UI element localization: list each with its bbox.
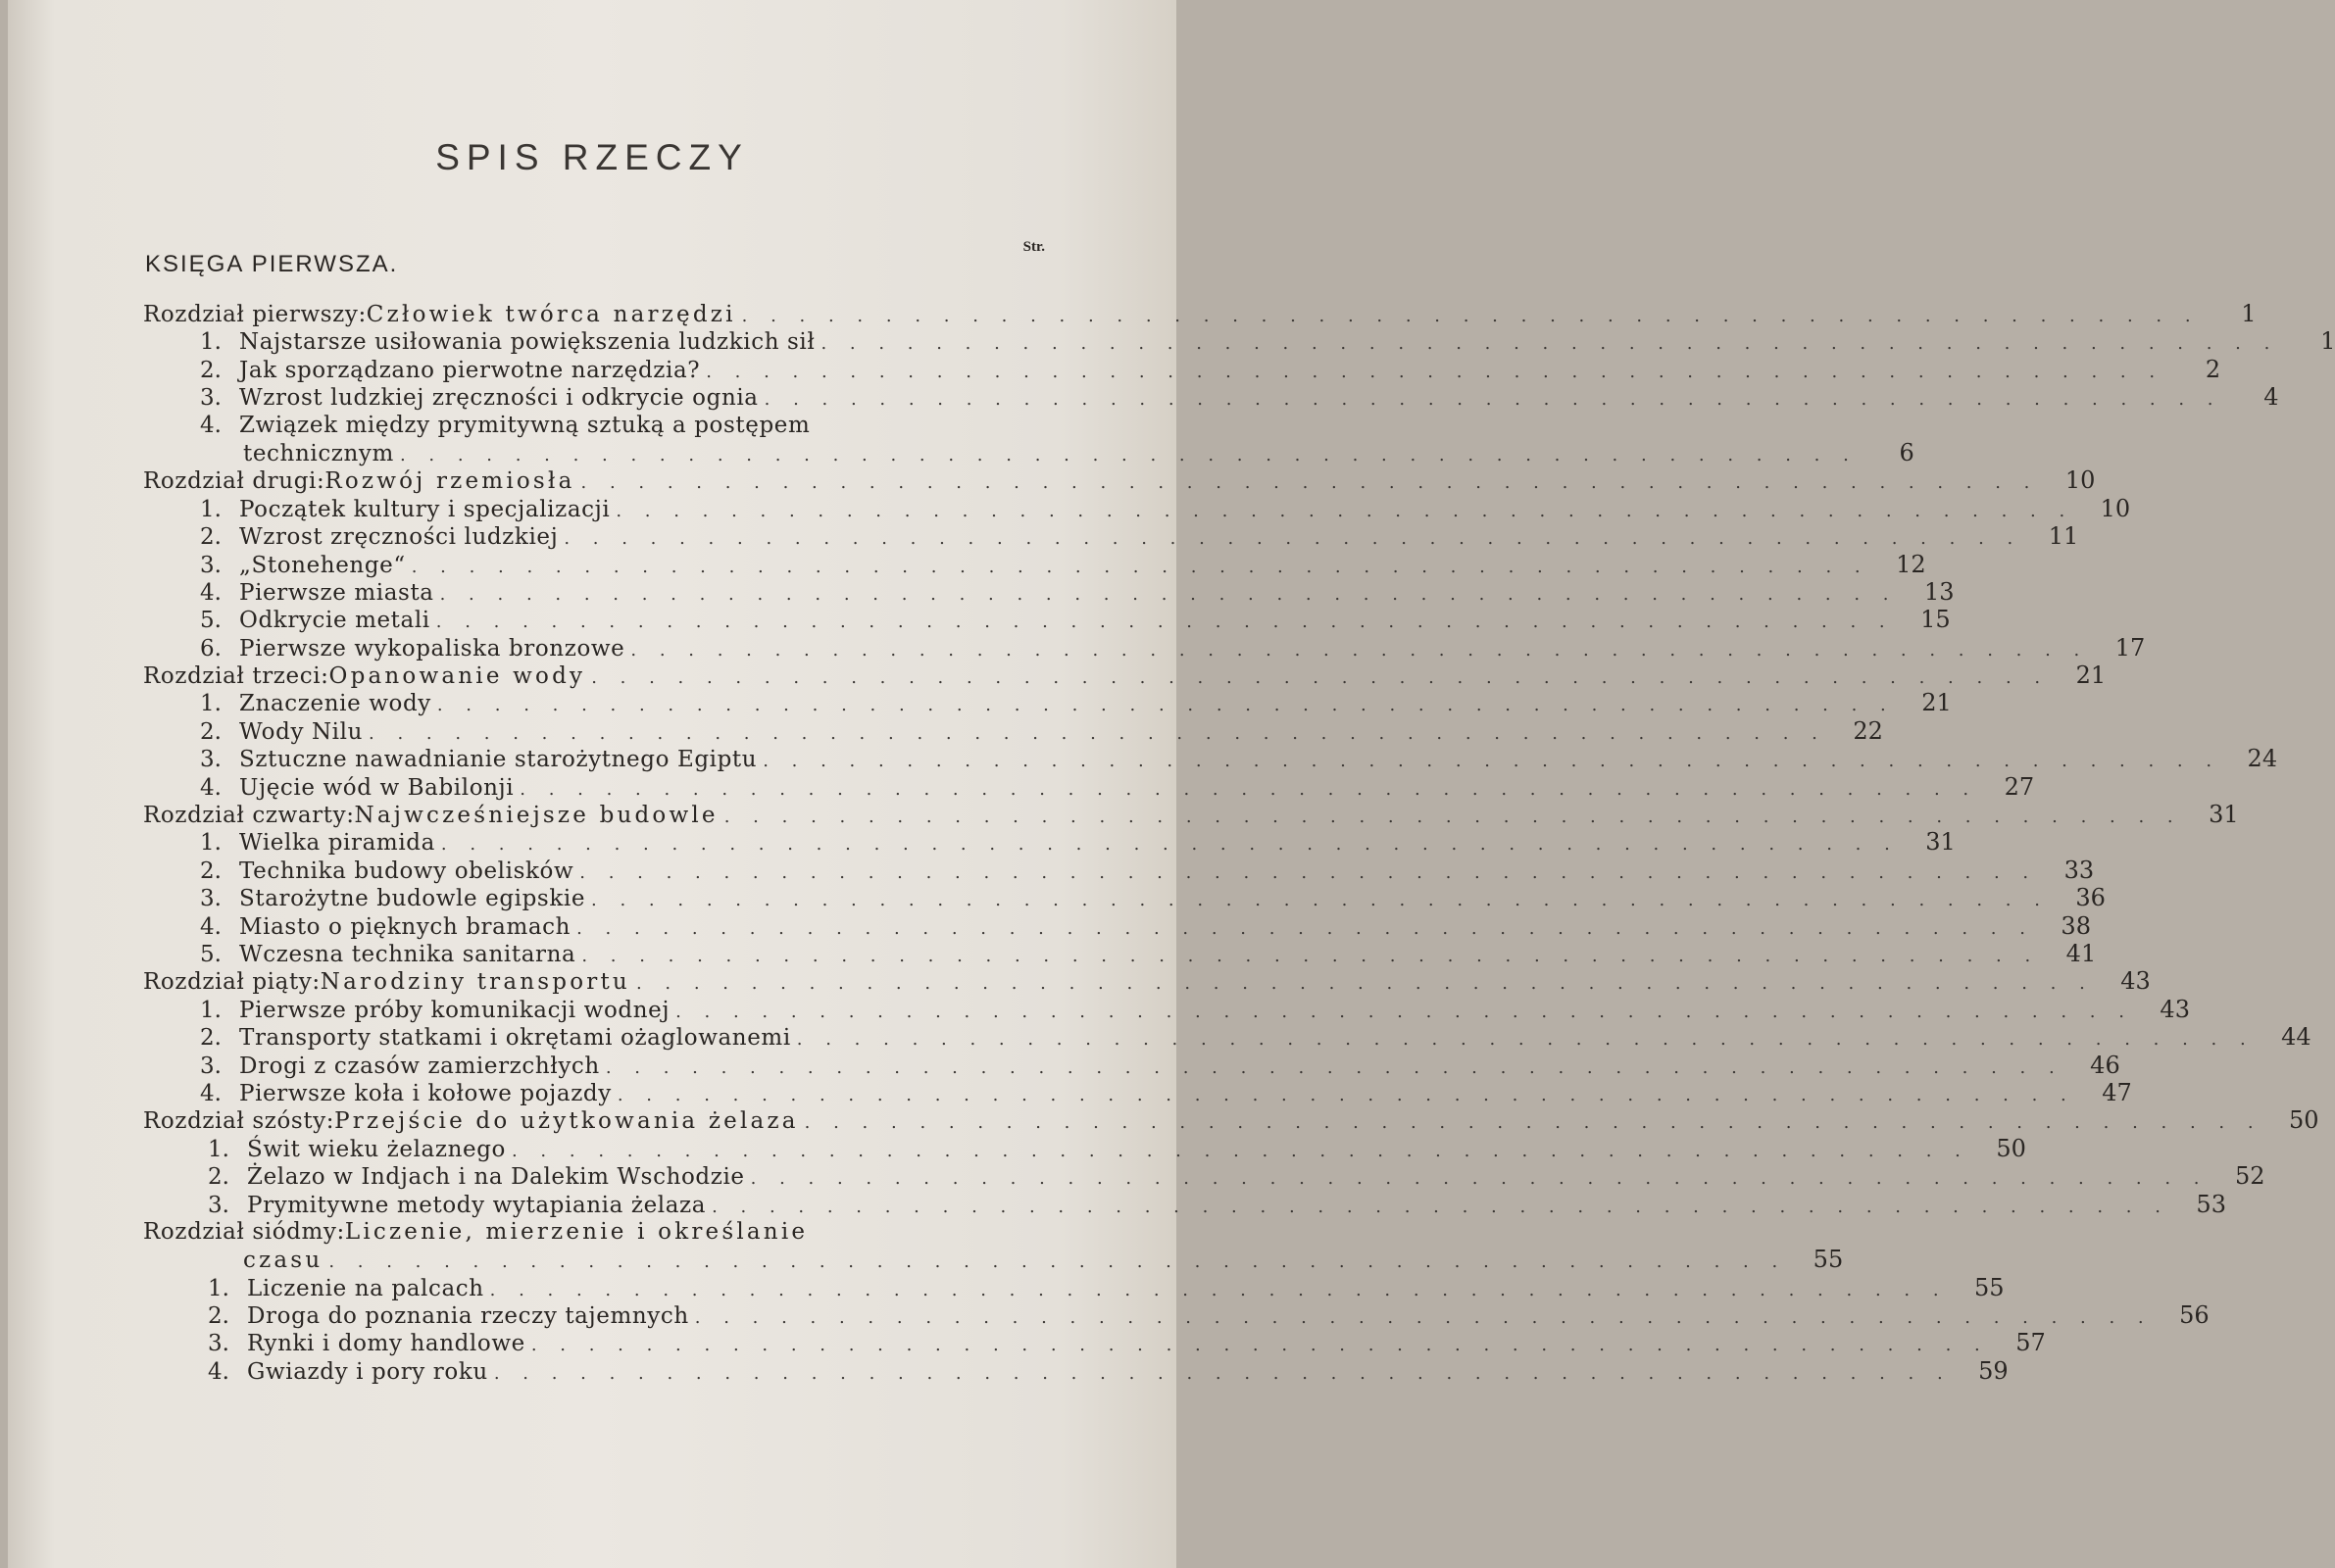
page-number: 36 xyxy=(2075,884,2106,912)
dot-leader: . . . . . . . . . . . . . . . . . . . . . . . . . . . . . . . . . . . . . . . . . . . . . . . . . . . xyxy=(576,917,2034,939)
entry-number: 1. xyxy=(208,1275,229,1301)
page-number: 43 xyxy=(2120,967,2151,996)
entry-number: 4. xyxy=(200,913,222,940)
page-number: 17 xyxy=(2114,633,2146,662)
book-page xyxy=(8,0,2335,1568)
chapter-row xyxy=(143,801,2239,829)
entry-title: Ujęcie wód w Babilonji xyxy=(239,774,515,801)
toc-entry xyxy=(143,412,1059,439)
dot-leader: . . . . . . . . . . . . . . . . . . . . . . . . . . . . . . . . . . . . . . . . . . . . . . . . . . . xyxy=(489,1279,1948,1300)
entry-number: 2. xyxy=(200,1025,222,1052)
entry-number: 5. xyxy=(200,941,222,967)
toc-entry xyxy=(143,884,2106,912)
entry-title: Początek kultury i specjalizacji xyxy=(239,496,611,522)
entry-number: 2. xyxy=(200,858,222,884)
dot-leader: . . . . . . . . . . . . . . . . . . . . . . . . . . . . . . . . . . . . . . . . . . . . . . . . . . . xyxy=(723,807,2182,828)
toc-entry xyxy=(143,828,1956,857)
entry-number: 1. xyxy=(200,691,222,717)
page-number: 53 xyxy=(2196,1190,2226,1218)
entry-number: 2. xyxy=(200,357,222,383)
dot-leader: . . . . . . . . . . . . . . . . . . . . . . . . . . . . . . . . . . . . . . . . . . . . . . . . . . . xyxy=(605,1056,2063,1078)
chapter-prefix: Rozdział trzeci: xyxy=(143,663,329,690)
entry-number: 1. xyxy=(200,830,222,857)
page-number: 31 xyxy=(1925,828,1956,857)
page-number: 27 xyxy=(2004,772,2035,801)
entry-title-continued: technicznym xyxy=(243,440,394,466)
dot-leader: . . . . . . . . . . . . . . . . . . . . . . . . . . . . . . . . . . . . . . . . . . . . . . . . . . . xyxy=(741,306,2200,326)
page-number: 21 xyxy=(2075,662,2107,690)
dot-leader: . . . . . . . . . . . . . . . . . . . . . . . . . . . . . . . . . . . . . . . . . . . . . . . . . . . xyxy=(530,1335,1989,1356)
chapter-row xyxy=(143,1106,2319,1135)
entry-title: Technika budowy obelisków xyxy=(239,858,574,884)
page-number: 10 xyxy=(2100,494,2131,522)
page-number: 11 xyxy=(2048,522,2079,551)
toc-entry xyxy=(143,689,1952,717)
entry-title: Transporty statkami i okrętami ożaglowanemi xyxy=(239,1025,791,1052)
entry-number: 4. xyxy=(200,1080,222,1106)
page-number: 10 xyxy=(2064,466,2096,495)
dot-leader: . . . . . . . . . . . . . . . . . . . . . . . . . . . . . . . . . . . . . . . . . . . . . . . . . . . xyxy=(439,583,1898,605)
dot-leader: . . . . . . . . . . . . . . . . . . . . . . . . . . . . . . . . . . . . . . . . . . . . . . . . . . . xyxy=(591,667,2050,689)
page-number: 43 xyxy=(2160,995,2190,1023)
toc-entry xyxy=(143,550,1926,578)
dot-leader: . . . . . . . . . . . . . . . . . . . . . . . . . . . . . . . . . . . . . . . . . . . . . . . . . . . xyxy=(436,695,1895,716)
entry-title: Odkrycie metali xyxy=(239,608,430,634)
page-number: 50 xyxy=(1996,1134,2026,1162)
page-number: 41 xyxy=(2065,939,2097,967)
page-number: 57 xyxy=(2015,1329,2046,1357)
page-number: 56 xyxy=(2179,1301,2210,1330)
toc-entry xyxy=(143,577,1955,606)
chapter-prefix: Rozdział pierwszy: xyxy=(143,302,367,327)
chapter-title: Przejście do użytkowania żelaza xyxy=(334,1108,799,1135)
chapter-prefix: Rozdział szósty: xyxy=(143,1108,335,1135)
toc-entry xyxy=(143,1301,2210,1330)
dot-leader: . . . . . . . . . . . . . . . . . . . . . . . . . . . . . . . . . . . . . . . . . . . . . . . . . . . xyxy=(564,528,2022,550)
chapter-prefix: Rozdział drugi: xyxy=(143,468,325,495)
entry-title: Najstarsze usiłowania powiększenia ludzkich sił xyxy=(239,329,816,356)
entry-title: Prymitywne metody wytapiania żelaza xyxy=(247,1192,707,1218)
entry-number: 3. xyxy=(200,385,222,412)
entry-number: 4. xyxy=(208,1358,229,1385)
page-number: 2 xyxy=(2205,355,2221,383)
page-number: 31 xyxy=(2209,801,2239,829)
toc-entry xyxy=(143,772,2035,801)
entry-number: 3. xyxy=(208,1331,229,1357)
entry-title: Gwiazdy i pory roku xyxy=(247,1358,488,1385)
page-number: 52 xyxy=(2234,1162,2265,1191)
page-number: 6 xyxy=(1899,438,1914,466)
chapter-title: Narodziny transportu xyxy=(320,969,630,996)
entry-number: 1. xyxy=(208,1136,229,1162)
dot-leader: . . . . . . . . . . . . . . . . . . . . . . . . . . . . . . . . . . . . . . . . . . . . . . . . . . . xyxy=(440,834,1899,856)
entry-number: 4. xyxy=(200,412,222,438)
dot-leader: . . . . . . . . . . . . . . . . . . . . . . . . . . . . . . . . . . . . . . . . . . . . . . . . . . . xyxy=(706,361,2164,382)
dot-leader: . . . . . . . . . . . . . . . . . . . . . . . . . . . . . . . . . . . . . . . . . . . . . . . . . . . xyxy=(796,1029,2255,1051)
chapter-title: Najwcześniejsze budowle xyxy=(354,803,719,829)
entry-title: Wzrost ludzkiej zręczności i odkrycie ognia xyxy=(239,385,759,412)
dot-leader: . . . . . . . . . . . . . . . . . . . . . . . . . . . . . . . . . . . . . . . . . . . . . . . . . . . xyxy=(764,389,2222,411)
dot-leader: . . . . . . . . . . . . . . . . . . . . . . . . . . . . . . . . . . . . . . . . . . . . . . . . . . . xyxy=(616,500,2074,521)
entry-title: Pierwsze miasta xyxy=(239,579,434,606)
dot-leader: . . . . . . . . . . . . . . . . . . . . . . . . . . . . . . . . . . . . . . . . . . . . . . . . . . . xyxy=(750,1168,2209,1190)
chapter-title: Rozwój rzemiosła xyxy=(324,468,575,495)
table-of-contents xyxy=(143,300,2335,1385)
toc-entry xyxy=(143,1329,2046,1357)
toc-entry xyxy=(143,939,2097,967)
toc-entry xyxy=(143,745,2278,773)
chapter-prefix: Rozdział siódmy: xyxy=(143,1218,345,1245)
page-number: 50 xyxy=(2289,1106,2319,1135)
toc-entry xyxy=(143,606,1951,634)
dot-leader: . . . . . . . . . . . . . . . . . . . . . . . . . . . . . . . . . . . . . . . . . . . . . . . . . . . xyxy=(820,333,2279,355)
toc-entry xyxy=(143,1023,2311,1052)
dot-leader: . . . . . . . . . . . . . . . . . . . . . . . . . . . . . . . . . . . . . . . . . . . . . . . . . . . xyxy=(581,945,2040,966)
entry-title: Jak sporządzano pierwotne narzędzia? xyxy=(239,357,701,383)
entry-number: 2. xyxy=(208,1164,229,1191)
entry-number: 3. xyxy=(200,552,222,578)
chapter-row xyxy=(143,1218,1059,1246)
entry-title: Wzrost zręczności ludzkiej xyxy=(239,524,559,551)
chapter-title-continued: czasu xyxy=(243,1248,323,1274)
entry-title: Związek między prymitywną sztuką a postępem xyxy=(239,412,811,438)
page-number: 47 xyxy=(2102,1078,2132,1106)
dot-leader: . . . . . . . . . . . . . . . . . . . . . . . . . . . . . . . . . . . . . . . . . . . . . . . . . . . xyxy=(328,1251,1787,1273)
chapter-row xyxy=(143,662,2107,690)
dot-leader: . . . . . . . . . . . . . . . . . . . . . . . . . . . . . . . . . . . . . . . . . . . . . . . . . . . xyxy=(435,612,1894,633)
chapter-title: Liczenie, mierzenie i określanie xyxy=(344,1218,809,1245)
page-number: 46 xyxy=(2090,1051,2120,1079)
toc-entry xyxy=(143,355,2221,383)
toc-entry xyxy=(143,1190,2226,1218)
entry-title: Drogi z czasów zamierzchłych xyxy=(239,1053,600,1079)
page-number: 44 xyxy=(2281,1023,2311,1052)
entry-title: Sztuczne nawadnianie starożytnego Egiptu xyxy=(239,747,758,773)
page-number: 12 xyxy=(1896,550,1926,578)
entry-title: Znaczenie wody xyxy=(239,691,431,717)
toc-entry xyxy=(143,633,2146,662)
dot-leader: . . . . . . . . . . . . . . . . . . . . . . . . . . . . . . . . . . . . . . . . . . . . . . . . . . . xyxy=(804,1112,2262,1134)
dot-leader: . . . . . . . . . . . . . . . . . . . . . . . . . . . . . . . . . . . . . . . . . . . . . . . . . . . xyxy=(617,1084,2075,1105)
dot-leader: . . . . . . . . . . . . . . . . . . . . . . . . . . . . . . . . . . . . . . . . . . . . . . . . . . . xyxy=(591,890,2049,911)
dot-leader: . . . . . . . . . . . . . . . . . . . . . . . . . . . . . . . . . . . . . . . . . . . . . . . . . . . xyxy=(763,751,2221,772)
dot-leader: . . . . . . . . . . . . . . . . . . . . . . . . . . . . . . . . . . . . . . . . . . . . . . . . . . . xyxy=(411,556,1869,577)
dot-leader: . . . . . . . . . . . . . . . . . . . . . . . . . . . . . . . . . . . . . . . . . . . . . . . . . . . xyxy=(712,1196,2169,1217)
dot-leader: . . . . . . . . . . . . . . . . . . . . . . . . . . . . . . . . . . . . . . . . . . . . . . . . . . . xyxy=(580,472,2039,494)
toc-entry xyxy=(143,494,2131,522)
page-number: 1 xyxy=(2320,327,2335,356)
toc-entry xyxy=(143,1162,2265,1191)
entry-title: Miasto o pięknych bramach xyxy=(239,913,571,940)
dot-leader: . . . . . . . . . . . . . . . . . . . . . . . . . . . . . . . . . . . . . . . . . . . . . . . . . . . xyxy=(694,1307,2153,1329)
entry-title: „Stonehenge“ xyxy=(239,552,406,578)
toc-entry xyxy=(143,1134,2026,1162)
page-number: 21 xyxy=(1921,689,1952,717)
toc-entry xyxy=(143,856,2095,884)
chapter-prefix: Rozdział czwarty: xyxy=(143,803,355,829)
entry-number: 2. xyxy=(200,718,222,745)
page-number: 59 xyxy=(1978,1356,2009,1385)
entry-number: 1. xyxy=(200,997,222,1023)
toc-entry-continued xyxy=(143,438,1914,466)
entry-title: Wielka piramida xyxy=(239,830,435,857)
page-number: 13 xyxy=(1923,577,1955,606)
entry-number: 3. xyxy=(200,747,222,773)
toc-entry xyxy=(143,327,2335,356)
entry-number: 3. xyxy=(200,1053,222,1079)
page-number: 55 xyxy=(1813,1246,1844,1274)
entry-number: 4. xyxy=(200,579,222,606)
entry-number: 1. xyxy=(200,329,222,356)
entry-title: Wody Nilu xyxy=(239,718,364,745)
page-number: 33 xyxy=(2063,856,2095,884)
toc-entry xyxy=(143,1273,2005,1301)
entry-number: 2. xyxy=(208,1303,229,1330)
dot-leader: . . . . . . . . . . . . . . . . . . . . . . . . . . . . . . . . . . . . . . . . . . . . . . . . . . . xyxy=(635,973,2094,995)
entry-number: 4. xyxy=(200,774,222,801)
entry-title: Pierwsze wykopaliska bronzowe xyxy=(239,635,625,662)
chapter-prefix: Rozdział piąty: xyxy=(143,969,321,996)
dot-leader: . . . . . . . . . . . . . . . . . . . . . . . . . . . . . . . . . . . . . . . . . . . . . . . . . . . xyxy=(399,444,1858,466)
dot-leader: . . . . . . . . . . . . . . . . . . . . . . . . . . . . . . . . . . . . . . . . . . . . . . . . . . . xyxy=(675,1001,2133,1022)
entry-number: 3. xyxy=(208,1192,229,1218)
book-heading: KSIĘGA PIERWSZA. xyxy=(145,251,399,277)
dot-leader: . . . . . . . . . . . . . . . . . . . . . . . . . . . . . . . . . . . . . . . . . . . . . . . . . . . xyxy=(493,1362,1952,1384)
page-column-label: Str. xyxy=(1022,239,1045,255)
entry-title: Żelazo w Indjach i na Dalekim Wschodzie xyxy=(247,1164,745,1191)
entry-title: Pierwsze koła i kołowe pojazdy xyxy=(239,1080,612,1106)
entry-number: 2. xyxy=(200,524,222,551)
entry-title: Wczesna technika sanitarna xyxy=(239,941,576,967)
page-title: SPIS RZECZY xyxy=(435,137,749,177)
dot-leader: . . . . . . . . . . . . . . . . . . . . . . . . . . . . . . . . . . . . . . . . . . . . . . . . . . . xyxy=(511,1140,1969,1161)
chapter-row xyxy=(143,967,2151,996)
entry-number: 3. xyxy=(200,886,222,912)
page-number: 15 xyxy=(1920,606,1951,634)
page-number: 38 xyxy=(2061,911,2091,940)
toc-entry xyxy=(143,995,2190,1023)
chapter-row-continued xyxy=(143,1246,1844,1274)
toc-entry xyxy=(143,716,1883,745)
entry-number: 5. xyxy=(200,608,222,634)
entry-title: Starożytne budowle egipskie xyxy=(239,886,586,912)
entry-number: 1. xyxy=(200,496,222,522)
toc-entry xyxy=(143,1078,2132,1106)
toc-entry xyxy=(143,522,2079,551)
chapter-title: Człowiek twórca narzędzi xyxy=(366,302,736,327)
chapter-title: Opanowanie wody xyxy=(328,663,586,690)
page-number: 55 xyxy=(1974,1273,2005,1301)
chapter-row xyxy=(143,466,2096,495)
entry-title: Liczenie na palcach xyxy=(247,1275,484,1301)
toc-entry xyxy=(143,383,2279,412)
dot-leader: . . . . . . . . . . . . . . . . . . . . . . . . . . . . . . . . . . . . . . . . . . . . . . . . . . . xyxy=(579,861,2038,883)
toc-entry xyxy=(143,1051,2120,1079)
toc-entry xyxy=(143,1356,2009,1385)
dot-leader: . . . . . . . . . . . . . . . . . . . . . . . . . . . . . . . . . . . . . . . . . . . . . . . . . . . xyxy=(520,778,1978,800)
page-number: 4 xyxy=(2263,383,2279,412)
page-number: 24 xyxy=(2247,745,2278,773)
entry-number: 6. xyxy=(200,635,222,662)
entry-title: Pierwsze próby komunikacji wodnej xyxy=(239,997,671,1023)
chapter-row xyxy=(143,300,2257,327)
dot-leader: . . . . . . . . . . . . . . . . . . . . . . . . . . . . . . . . . . . . . . . . . . . . . . . . . . . xyxy=(630,639,2089,661)
page-number: 1 xyxy=(2241,300,2257,327)
dot-leader: . . . . . . . . . . . . . . . . . . . . . . . . . . . . . . . . . . . . . . . . . . . . . . . . . . . xyxy=(369,722,1826,744)
toc-entry xyxy=(143,911,2091,940)
entry-title: Droga do poznania rzeczy tajemnych xyxy=(247,1303,689,1330)
entry-title: Świt wieku żelaznego xyxy=(247,1136,506,1162)
entry-title: Rynki i domy handlowe xyxy=(247,1331,525,1357)
page-number: 22 xyxy=(1853,716,1883,745)
